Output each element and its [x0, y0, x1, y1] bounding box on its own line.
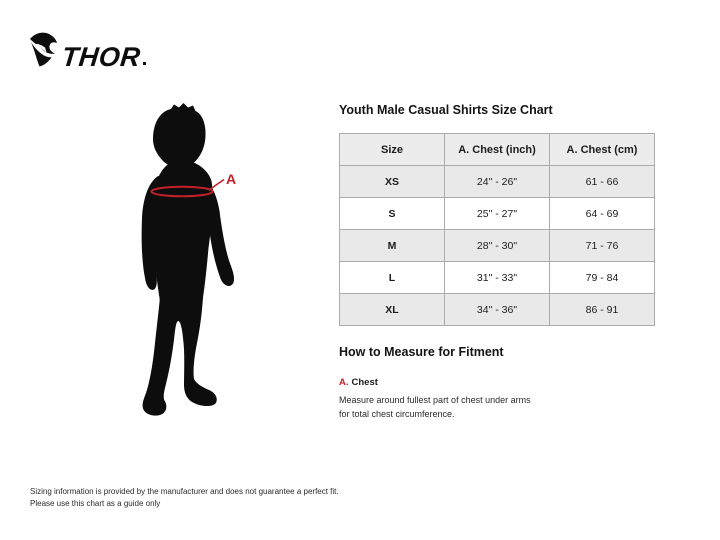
- chest-cm-cell: 61 - 66: [550, 166, 655, 198]
- measure-letter: A.: [339, 377, 349, 388]
- size-chart-title: Youth Male Casual Shirts Size Chart: [339, 103, 553, 117]
- measure-item-chest: [339, 372, 655, 422]
- chest-inch-cell: 28" - 30": [445, 230, 550, 262]
- size-cell: L: [340, 262, 445, 294]
- size-cell: M: [340, 230, 445, 262]
- chest-inch-cell: 31" - 33": [445, 262, 550, 294]
- chest-inch-cell: 24" - 26": [445, 166, 550, 198]
- measure-name: Chest: [351, 377, 378, 388]
- measure-description: Measure around fullest part of chest under arms for total chest circumference.: [339, 395, 531, 419]
- trademark-dot: [143, 62, 146, 65]
- disclaimer-line-1: Sizing information is provided by the manufacturer and does not guarantee a perfect fit.: [30, 487, 339, 496]
- table-row-s: [340, 198, 655, 230]
- chest-cm-cell: 86 - 91: [550, 294, 655, 326]
- size-cell: XS: [340, 166, 445, 198]
- chest-inch-cell: 34" - 36": [445, 294, 550, 326]
- chest-cm-cell: 71 - 76: [550, 230, 655, 262]
- disclaimer-line-2: Please use this chart as a guide only: [30, 499, 161, 508]
- table-row-l: [340, 262, 655, 294]
- measurement-label: A: [226, 171, 237, 187]
- brand-wordmark: THOR: [60, 42, 143, 72]
- disclaimer-footer: [30, 486, 339, 510]
- chest-inch-cell: 25" - 27": [445, 198, 550, 230]
- table-row-m: [340, 230, 655, 262]
- size-chart-table: [339, 133, 655, 326]
- measurement-figure: [130, 103, 254, 421]
- how-to-measure-title: How to Measure for Fitment: [339, 345, 504, 359]
- size-chart-panel: [339, 103, 655, 422]
- size-cell: XL: [340, 294, 445, 326]
- column-header-size: Size: [340, 134, 445, 166]
- column-header-chest-cm: A. Chest (cm): [550, 134, 655, 166]
- chest-cm-cell: 64 - 69: [550, 198, 655, 230]
- table-header-row: [340, 134, 655, 166]
- thor-goat-icon: [28, 32, 58, 70]
- child-silhouette: [130, 103, 254, 421]
- column-header-chest-inch: A. Chest (inch): [445, 134, 550, 166]
- chest-cm-cell: 79 - 84: [550, 262, 655, 294]
- size-cell: S: [340, 198, 445, 230]
- thor-logo: [28, 32, 146, 72]
- table-row-xs: [340, 166, 655, 198]
- table-row-xl: [340, 294, 655, 326]
